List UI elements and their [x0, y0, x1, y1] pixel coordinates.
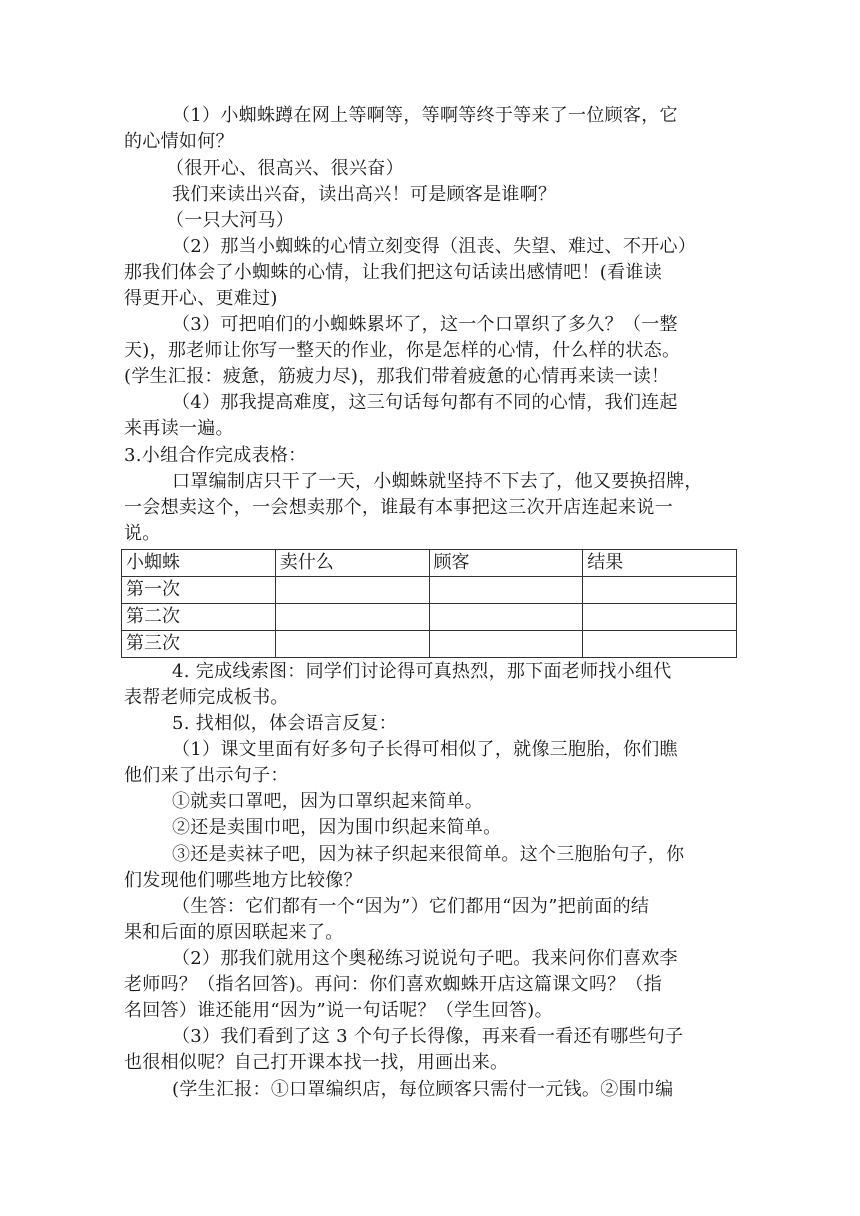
- paragraph-line: （一只大河马）: [166, 210, 295, 231]
- table-cell: [275, 631, 429, 658]
- paragraph-line: （4）那我提高难度，这三句话每句都有不同的心情，我们连起: [172, 392, 678, 413]
- table-cell: [583, 577, 737, 604]
- paragraph-line: （3）我们看到了这 3 个句子长得像，再来看一看还有哪些句子: [172, 1026, 684, 1047]
- table-cell: [429, 604, 583, 631]
- table-cell: 第二次: [122, 604, 276, 631]
- table-cell: [429, 631, 583, 658]
- paragraph-line: 那我们体会了小蜘蛛的心情，让我们把这句话读出感情吧！(看谁读: [124, 262, 663, 283]
- table-cell: [275, 577, 429, 604]
- paragraph-line: 的心情如何？: [124, 131, 234, 152]
- table-cell: [583, 631, 737, 658]
- paragraph-line: 4. 完成线索图：同学们讨论得可真热烈，那下面老师找小组代: [172, 661, 672, 682]
- table-header-cell: 顾客: [429, 550, 583, 577]
- table-header-cell: 卖什么: [275, 550, 429, 577]
- table-cell: [275, 604, 429, 631]
- table-row: [122, 604, 737, 631]
- paragraph-line: ①就卖口罩吧，因为口罩织起来简单。: [172, 791, 484, 812]
- paragraph-line: （1）小蜘蛛蹲在网上等啊等，等啊等终于等来了一位顾客，它: [172, 105, 678, 126]
- paragraph-line: （2）那我们就用这个奥秘练习说说句子吧。我来问你们喜欢李: [172, 948, 678, 969]
- table-cell: [583, 604, 737, 631]
- paragraph-line: 名回答）谁还能用“因为”说一句话呢？（学生回答)。: [124, 1000, 553, 1021]
- paragraph-line: 一会想卖这个，一会想卖那个，谁最有本事把这三次开店连起来说一: [124, 497, 673, 518]
- table-row: [122, 631, 737, 658]
- paragraph-line: 得更开心、更难过): [124, 288, 278, 309]
- paragraph-line: 说。: [124, 523, 161, 544]
- paragraph-line: ②还是卖围巾吧，因为围巾织起来简单。: [172, 817, 502, 838]
- paragraph-line: 5. 找相似，体会语言反复：: [172, 713, 398, 734]
- paragraph-line: （很开心、很高兴、很兴奋）: [166, 158, 404, 179]
- table-cell: 第一次: [122, 577, 276, 604]
- paragraph-line: （2）那当小蜘蛛的心情立刻变得（沮丧、失望、难过、不开心）: [172, 236, 697, 257]
- paragraph-line: 来再读一遍。: [124, 418, 234, 439]
- paragraph-line: 天)，那老师让你写一整天的作业，你是怎样的心情，什么样的状态。: [124, 340, 681, 361]
- table-cell: 第三次: [122, 631, 276, 658]
- section-heading: 3.小组合作完成表格：: [124, 445, 307, 466]
- paragraph-line: （生答：它们都有一个“因为”）它们都用“因为”把前面的结: [172, 896, 650, 917]
- paragraph-line: 口罩编制店只干了一天，小蜘蛛就坚持不下去了，他又要换招牌，: [172, 471, 703, 492]
- summary-table: [121, 549, 737, 658]
- paragraph-line: 他们来了出示句子：: [124, 765, 289, 786]
- paragraph-line: 们发现他们哪些地方比较像？: [124, 870, 362, 891]
- paragraph-line: 我们来读出兴奋，读出高兴！可是顾客是谁啊？: [172, 184, 557, 205]
- paragraph-line: ③还是卖袜子吧，因为袜子织起来很简单。这个三胞胎句子，你: [172, 844, 685, 865]
- table-header-cell: 小蜘蛛: [122, 550, 276, 577]
- table-row: [122, 577, 737, 604]
- table-header-row: [122, 550, 737, 577]
- paragraph-line: 表帮老师完成板书。: [124, 687, 289, 708]
- paragraph-line: （3）可把咱们的小蜘蛛累坏了，这一个口罩织了多久？（一整: [172, 314, 678, 335]
- table-header-cell: 结果: [583, 550, 737, 577]
- paragraph-line: （1）课文里面有好多句子长得可相似了，就像三胞胎，你们瞧: [172, 739, 678, 760]
- paragraph-line: 也很相似呢？自己打开课本找一找，用画出来。: [124, 1052, 509, 1073]
- paragraph-line: 果和后面的原因联起来了。: [124, 922, 344, 943]
- table-cell: [429, 577, 583, 604]
- paragraph-line: 老师吗？（指名回答)。再问：你们喜欢蜘蛛开店这篇课文吗？（指: [124, 974, 663, 995]
- paragraph-line: (学生汇报：疲惫，筋疲力尽)，那我们带着疲惫的心情再来读一读！: [124, 366, 670, 387]
- paragraph-line: (学生汇报：①口罩编织店，每位顾客只需付一元钱。②围巾编: [172, 1079, 674, 1100]
